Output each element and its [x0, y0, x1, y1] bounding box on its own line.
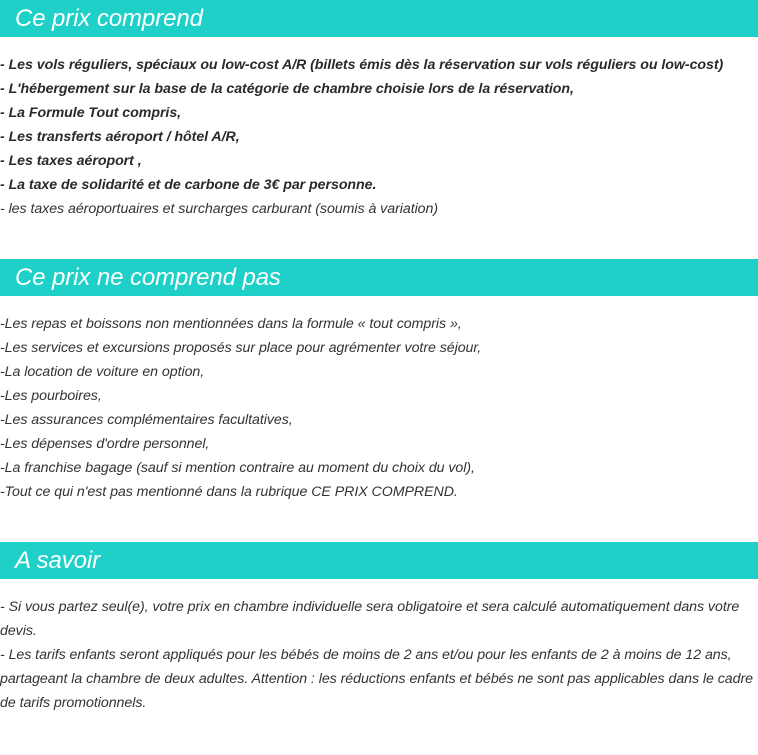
list-item: - L'hébergement sur la base de la catégorie de chambre choisie lors de la réservation, — [0, 81, 574, 97]
section-header — [0, 0, 758, 37]
section-header — [0, 542, 758, 579]
section-includes — [0, 0, 758, 221]
section-good-to-know — [0, 542, 758, 715]
list-item: - Les tarifs enfants seront appliqués pour les bébés de moins de 2 ans et/ou pour les enfants de 2 à moins de 12 ans, partageant la chambre de deux adultes. Attention : les réductions enfants et bébés ne sont pas applicables dans le cadre de tarifs promotionnels. — [0, 647, 754, 711]
list-item: - La taxe de solidarité et de carbone de 3€ par personne. — [0, 177, 377, 193]
list-item: -La franchise bagage (sauf si mention contraire au moment du choix du vol), — [0, 460, 475, 476]
list-item: - La Formule Tout compris, — [0, 105, 182, 121]
list-item: - Les transferts aéroport / hôtel A/R, — [0, 129, 240, 145]
list-item: - les taxes aéroportuaires et surcharges carburant (soumis à variation) — [0, 201, 439, 217]
list-item: - Les taxes aéroport , — [0, 153, 142, 169]
list-item: -Les pourboires, — [0, 388, 102, 404]
excludes-list — [0, 296, 758, 504]
good-to-know-list — [0, 579, 758, 715]
list-item: -Les repas et boissons non mentionnées dans la formule « tout compris », — [0, 316, 462, 332]
list-item: -Tout ce qui n'est pas mentionné dans la rubrique CE PRIX COMPREND. — [0, 484, 458, 500]
list-item: -Les services et excursions proposés sur place pour agrémenter votre séjour, — [0, 340, 482, 356]
list-item: - Si vous partez seul(e), votre prix en chambre individuelle sera obligatoire et sera calculé automatiquement dans votre devis. — [0, 599, 740, 639]
list-item: -Les assurances complémentaires facultatives, — [0, 412, 293, 428]
section-excludes — [0, 259, 758, 504]
includes-list — [0, 37, 758, 221]
section-title: Ce prix comprend — [15, 4, 203, 32]
list-item: -La location de voiture en option, — [0, 364, 205, 380]
section-title: Ce prix ne comprend pas — [15, 263, 281, 291]
section-header — [0, 259, 758, 296]
section-title: A savoir — [15, 546, 101, 574]
list-item: -Les dépenses d'ordre personnel, — [0, 436, 210, 452]
list-item: - Les vols réguliers, spéciaux ou low-cost A/R (billets émis dès la réservation sur vols réguliers ou low-cost) — [0, 57, 724, 73]
